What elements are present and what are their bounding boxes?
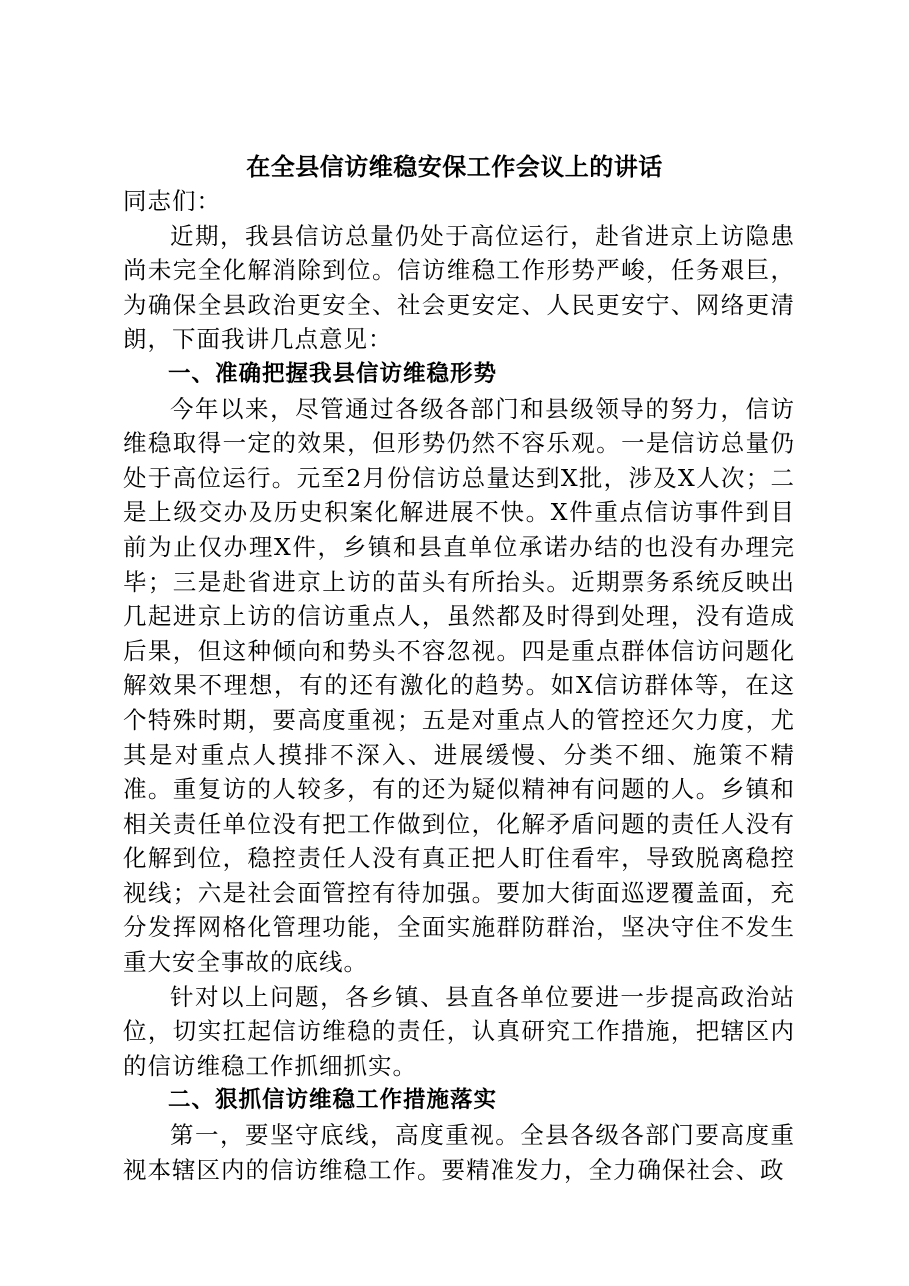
intro-paragraph: 近期，我县信访总量仍处于高位运行，赴省进京上访隐患尚未完全化解消除到位。信访维稳工作形势严峻，任务艰巨，为确保全县政治更安全、社会更安定、人民更安宁、网络更清朗，下面我讲几点意见： — [123, 221, 795, 354]
section-1-paragraph-2: 针对以上问题，各乡镇、县直各单位要进一步提高政治站位，切实扛起信访维稳的责任，认真研究工作措施，把辖区内的信访维稳工作抓细抓实。 — [123, 982, 795, 1080]
salutation: 同志们： — [123, 187, 221, 215]
section-1-paragraph-1: 今年以来，尽管通过各级各部门和县级领导的努力，信访维稳取得一定的效果，但形势仍然不容乐观。一是信访总量仍处于高位运行。元至2月份信访总量达到X批，涉及X人次；二是上级交办及历史积案化解进展不快。X件重点信访事件到目前为止仅办理X件，乡镇和县直单位承诺办结的也没有办理完毕；三是赴省进京上访的苗头有所抬头。近期票务系统反映出几起进京上访的信访重点人，虽然都及时得到处理，没有造成后果，但这种倾向和势头不容忽视。四是重点群体信访问题化解效果不理想，有的还有激化的趋势。如X信访群体等，在这个特殊时期，要高度重视；五是对重点人的管控还欠力度，尤其是对重点人摸排不深入、进展缓慢、分类不细、施策不精准。重复访的人较多，有的还为疑似精神有问题的人。乡镇和相关责任单位没有把工作做到位，化解矛盾问题的责任人没有化解到位，稳控责任人没有真正把人盯住看牢，导致脱离稳控视线；六是社会面管控有待加强。要加大街面巡逻覆盖面，充分发挥网格化管理功能，全面实施群防群治，坚决守住不发生重大安全事故的底线。 — [123, 394, 795, 977]
section-1-heading: 一、准确把握我县信访维稳形势 — [168, 360, 498, 387]
section-2-paragraph-1: 第一，要坚守底线，高度重视。全县各级各部门要高度重视本辖区内的信访维稳工作。要精准发力，全力确保社会、政 — [123, 1121, 795, 1184]
section-2-heading: 二、狠抓信访维稳工作措施落实 — [168, 1087, 498, 1114]
document-body — [123, 184, 795, 1187]
document-title: 在全县信访维稳安保工作会议上的讲话 — [246, 152, 663, 181]
